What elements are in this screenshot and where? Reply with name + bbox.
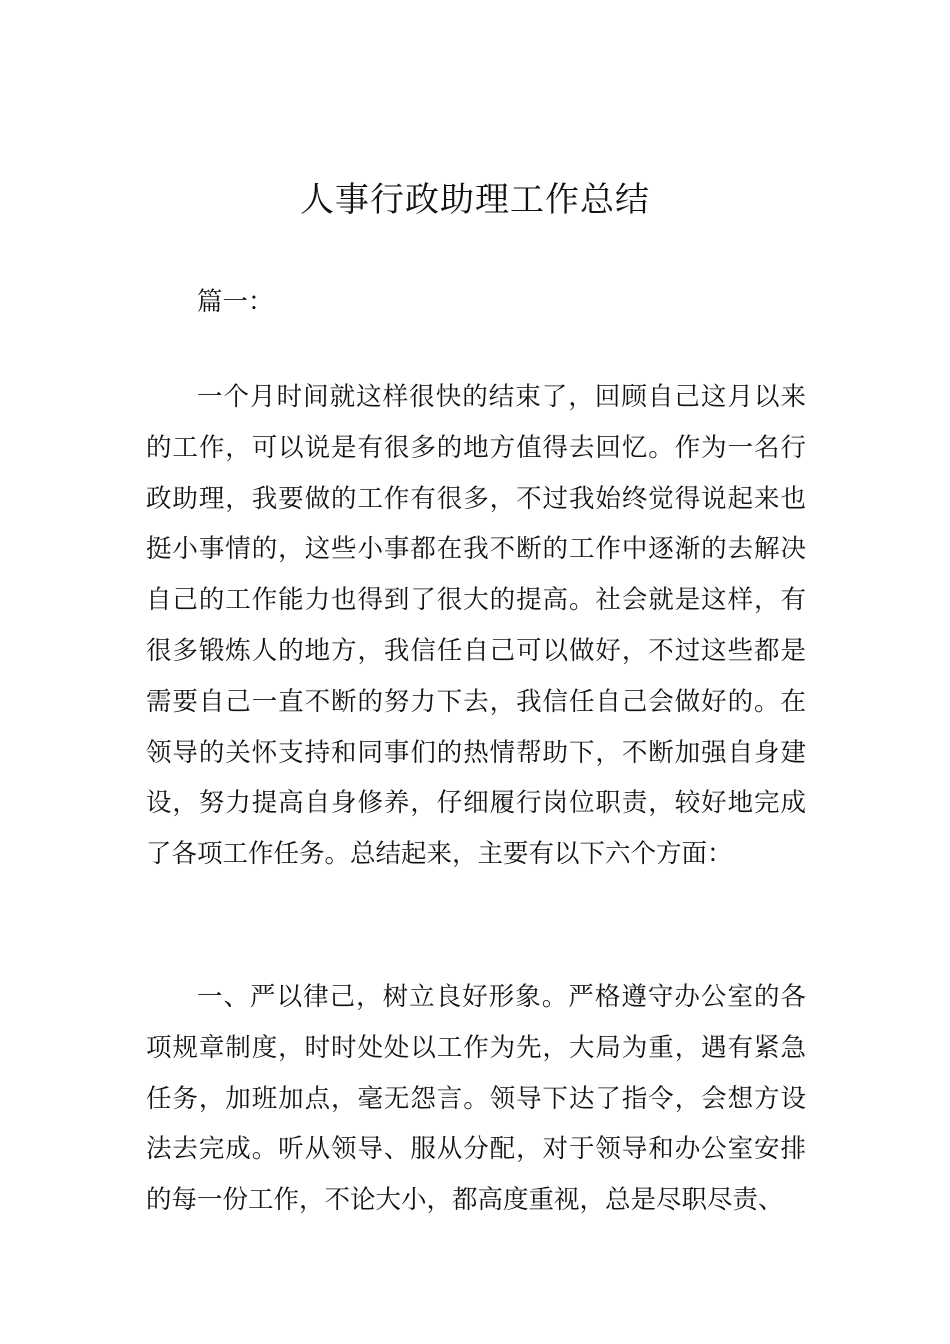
intro-paragraph: 一个月时间就这样很快的结束了，回顾自己这月以来的工作，可以说是有很多的地方值得去回忆。作为一名行政助理，我要做的工作有很多，不过我始终觉得说起来也挺小事情的，这些小事都在我不断的工作中逐渐的去解决自己的工作能力也得到了很大的提高。社会就是这样，有很多锻炼人的地方，我信任自己可以做好，不过这些都是需要自己一直不断的努力下去，我信任自己会做好的。在领导的关怀支持和同事们的热情帮助下，不断加强自身建设，努力提高自身修养，仔细履行岗位职责，较好地完成了各项工作任务。总结起来，主要有以下六个方面： xyxy=(146,382,806,870)
point-one-paragraph: 一、严以律己，树立良好形象。严格遵守办公室的各项规章制度，时时处处以工作为先，大局为重，遇有紧急任务，加班加点，毫无怨言。领导下达了指令，会想方设法去完成。听从领导、服从分配，对于领导和办公室安排的每一份工作，不论大小，都高度重视，总是尽职尽责、 xyxy=(146,982,806,1216)
document-title: 人事行政助理工作总结 xyxy=(300,180,650,220)
section-label: 篇一： xyxy=(197,287,274,317)
